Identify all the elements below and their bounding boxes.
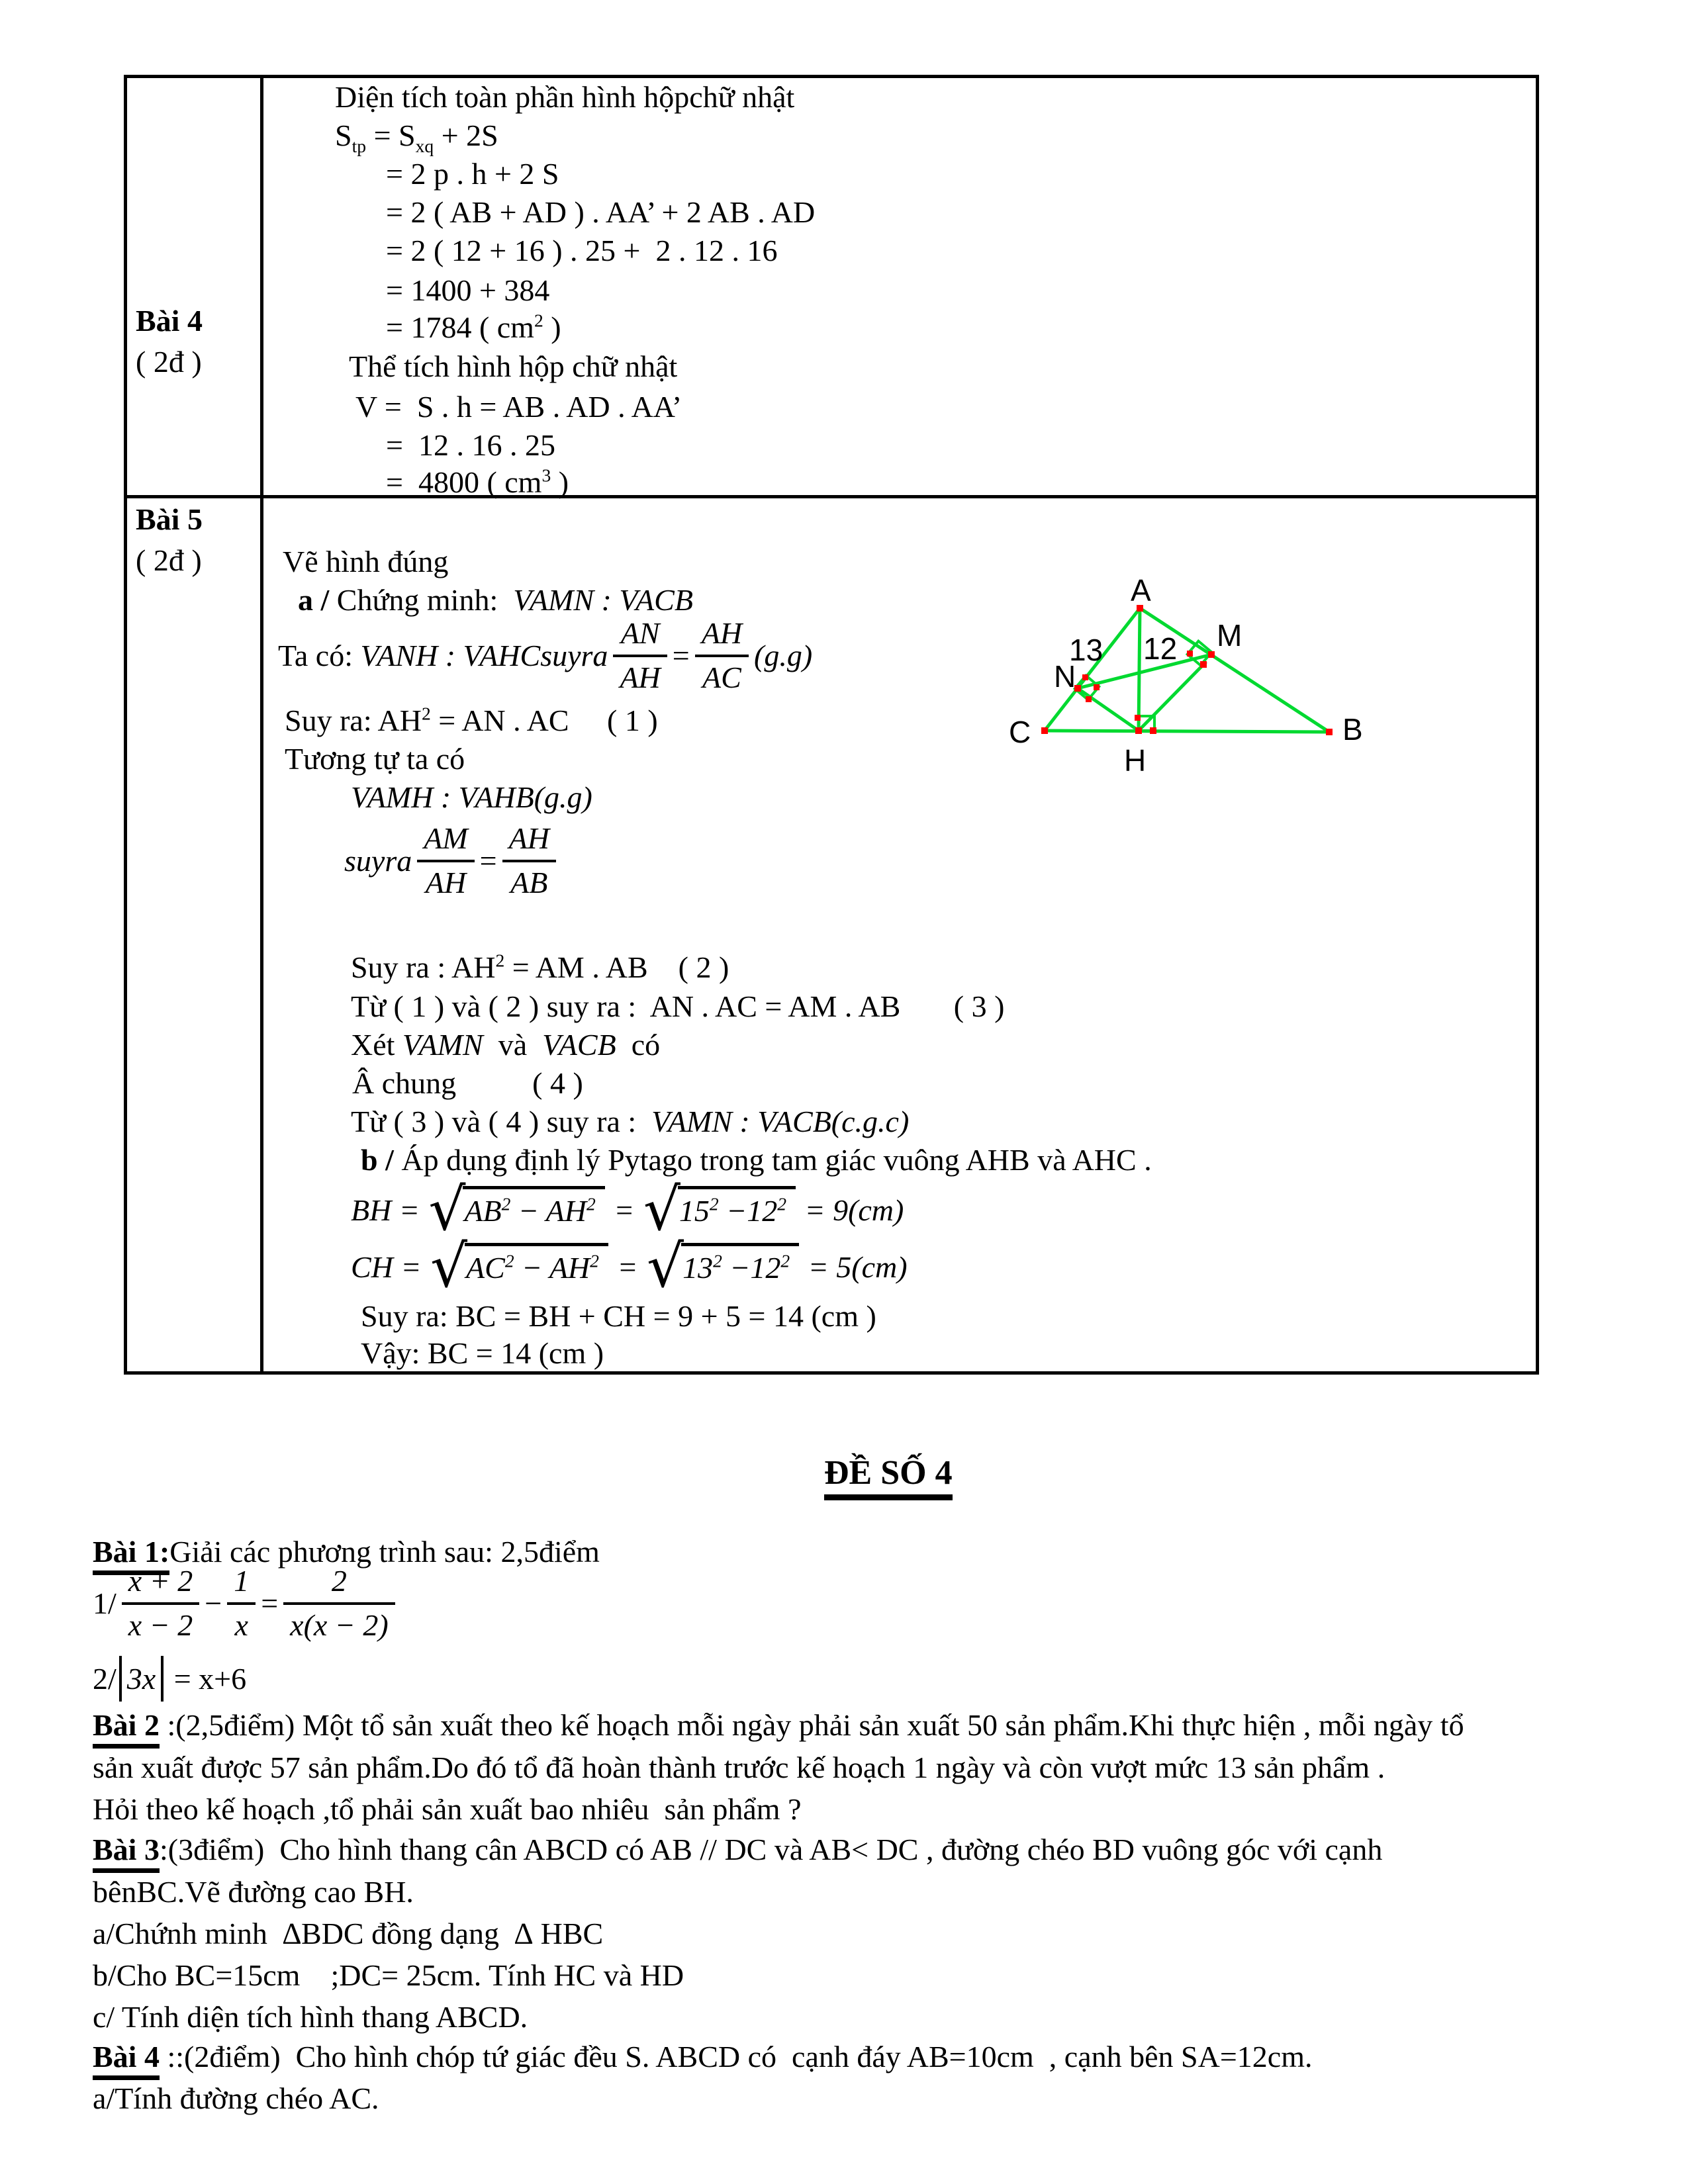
- vertex-label-a: A: [1131, 573, 1151, 608]
- marker-m2: [1200, 661, 1207, 668]
- vertex-label-c: C: [1009, 715, 1031, 749]
- bai5-taco-line: Ta có: VANH : VAHCsuyra $\frac{AN}{AH}$ = $\frac{AH}{AC}$ (g.g): [278, 616, 813, 694]
- de4-bai2-line3: Hỏi theo kế hoạch ,tổ phải sản xuất bao nhiêu sản phẩm ?: [93, 1792, 802, 1826]
- bai5-suyra-frac-line: suyra $\frac{AM}{AH}$ = $\frac{AH}{AB}$: [344, 821, 561, 900]
- point-markers: [1041, 605, 1333, 735]
- marker-n2: [1082, 674, 1088, 680]
- de4-bai3-item-a: a/Chứnh minh ∆BDC đồng dạng ∆ HBC: [93, 1917, 604, 1950]
- section-title: ĐỀ SỐ 4: [824, 1453, 953, 1500]
- length-label-12: 12: [1143, 631, 1178, 666]
- sqrt-icon: √: [646, 1232, 684, 1300]
- triangle-figure: [1000, 563, 1370, 781]
- bai5-row-points: ( 2đ ): [136, 543, 202, 577]
- de4-bai1-line: Bài 1:Giải các phương trình sau: 2,5điểm: [93, 1534, 600, 1575]
- radical-15-12: √ $15^2 -12^2$: [643, 1186, 796, 1234]
- fraction-x2-xm2: $\frac{x + 2}{x - 2}$: [122, 1563, 199, 1643]
- bai5-ve-hinh: Vẽ hình đúng: [283, 545, 449, 578]
- de4-bai3-item-b: b/Cho BC=15cm ;DC= 25cm. Tính HC và HD: [93, 1958, 684, 1992]
- fraction-ah-ac: $\frac{AH}{AC}$: [695, 615, 749, 695]
- bai4-line-4: = 2 ( AB + AD ) . AA’ + 2 AB . AD: [386, 195, 816, 229]
- bai5-vay-bc: Vậy: BC = 14 (cm ): [361, 1336, 604, 1370]
- marker-h2: [1150, 727, 1156, 734]
- segment-hn: [1078, 688, 1139, 731]
- radical-ac2-ah2: √ $AC^2 - AH^2$: [430, 1243, 608, 1291]
- fraction-2-xxm2: $\frac{2}{x(x - 2)}$: [283, 1563, 395, 1643]
- de4-bai4-line1: Bài 4 ::(2điểm) Cho hình chóp tứ giác đều S. ABCD có cạnh đáy AB=10cm , cạnh bên SA=12cm.: [93, 2039, 1312, 2080]
- marker-m: [1208, 651, 1215, 658]
- bai5-tuongtu: Tương tự ta có: [285, 742, 465, 776]
- radical-ab2-ah2: √ $AB^2 - AH^2$: [428, 1186, 604, 1234]
- marker-h3: [1135, 715, 1141, 721]
- side-cb: [1045, 731, 1329, 732]
- bai5-xet: Xét VAMN và VACB có: [351, 1028, 661, 1062]
- bai5-vamh: VAMH : VAHB(g.g): [351, 780, 592, 814]
- segment-hm: [1139, 662, 1206, 731]
- bai5-a-chung: Â chung ( 4 ): [352, 1066, 583, 1100]
- marker-m3: [1187, 651, 1193, 657]
- marker-n4: [1086, 696, 1092, 702]
- table-row-divider: [127, 495, 1536, 498]
- de4-bai2-line2: sản xuất được 57 sản phẩm.Do đó tổ đã hoàn thành trước kế hoạch 1 ngày và còn vượt mức 13 sản phẩm .: [93, 1751, 1385, 1784]
- vertex-label-h: H: [1124, 743, 1147, 778]
- absolute-value-3x: 3x: [119, 1656, 164, 1702]
- bai4-line-2: $S_{tp} = S_{xq} + 2S$: [335, 118, 498, 157]
- altitude-ah: [1139, 608, 1140, 731]
- de4-eq2-line: 2/ 3x = x+6: [93, 1656, 246, 1702]
- length-label-13: 13: [1069, 633, 1103, 667]
- bai5-part-a: a / Chứng minh: VAMN : VACB: [298, 583, 693, 617]
- bai4-line-9: V = S . h = AB . AD . AA’: [355, 390, 682, 424]
- bai5-part-b: b / Áp dụng định lý Pytago trong tam giác vuông AHB và AHC .: [361, 1143, 1152, 1177]
- fraction-am-ah: $\frac{AM}{AH}$: [417, 821, 474, 900]
- sqrt-icon: √: [428, 1175, 466, 1244]
- vertex-label-m: M: [1217, 618, 1243, 653]
- bai4-line-6: = 1400 + 384: [386, 273, 550, 307]
- bai5-suyra-1: Suy ra: $AH^2$ = AN . AC ( 1 ): [285, 703, 658, 737]
- de4-bai2-line1: Bài 2 :(2,5điểm) Một tổ sản xuất theo kế hoạch mỗi ngày phải sản xuất 50 sản phẩm.Khi thực hiện , mỗi ngày tổ: [93, 1707, 1464, 1749]
- fraction-ah-ab: $\frac{AH}{AB}$: [502, 821, 556, 900]
- bai4-row-label: Bài 4: [136, 304, 203, 338]
- bai4-line-5: = 2 ( 12 + 16 ) . 25 + 2 . 12 . 16: [386, 234, 778, 267]
- vertex-label-n: N: [1054, 659, 1076, 694]
- marker-c: [1041, 727, 1048, 734]
- superscript-2: 2: [534, 310, 543, 331]
- de4-bai3-line1: Bài 3:(3điểm) Cho hình thang cân ABCD có AB // DC và AB< DC , đường chéo BD vuông góc với cạnh: [93, 1832, 1382, 1873]
- bai5-suyra-2: Suy ra : $AH^2$ = AM . AB ( 2 ): [351, 950, 729, 984]
- subscript-tp: tp: [352, 136, 367, 157]
- bai4-line-8: Thể tích hình hộp chữ nhật: [349, 349, 678, 383]
- bai4-line-1: Diện tích toàn phần hình hộpchữ nhật: [335, 80, 795, 114]
- sqrt-icon: √: [430, 1232, 468, 1300]
- de4-eq1-line: 1/ $\frac{x + 2}{x - 2}$ − $\frac{1}{x}$ = $\frac{2}{x(x - 2)}$: [93, 1563, 400, 1643]
- bai4-row-points: ( 2đ ): [136, 345, 202, 379]
- bai5-ch-line: CH = √ $AC^2 - AH^2$ = √ $13^2 -12^2$ = 5( cm ): [351, 1232, 908, 1300]
- de4-bai3-item-c: c/ Tính diện tích hình thang ABCD.: [93, 2000, 528, 2034]
- vertex-label-b: B: [1342, 712, 1363, 747]
- sqrt-icon: √: [643, 1175, 680, 1244]
- de4-bai4-line2: a/Tính đường chéo AC.: [93, 2081, 379, 2115]
- bai4-line-7: = 1784 ( $cm^2$ ): [386, 310, 561, 344]
- marker-h: [1135, 727, 1142, 734]
- fraction-an-ah: $\frac{AN}{AH}$: [613, 615, 667, 695]
- bai5-tu-3-4: Từ ( 3 ) và ( 4 ) suy ra : VAMN : VACB(c.g.c): [351, 1105, 910, 1138]
- table-column-divider: [260, 78, 263, 1371]
- bai4-line-11: = 4800 ( $cm^3$ ): [386, 465, 569, 499]
- bai4-line-10: = 12 . 16 . 25: [386, 428, 555, 462]
- bai5-bh-line: BH = √ $AB^2 - AH^2$ = √ $15^2 -12^2$ = 9( cm ): [351, 1175, 904, 1244]
- subscript-xq: xq: [415, 136, 434, 157]
- bai5-row-label: Bài 5: [136, 502, 203, 536]
- superscript-3: 3: [541, 465, 551, 486]
- bai5-tu-1-2: Từ ( 1 ) và ( 2 ) suy ra : AN . AC = AM . AB ( 3 ): [351, 989, 1005, 1023]
- radical-13-12: √ $13^2 -12^2$: [647, 1243, 799, 1291]
- bai5-suyra-bc: Suy ra: BC = BH + CH = 9 + 5 = 14 (cm ): [361, 1299, 876, 1333]
- marker-b: [1326, 729, 1333, 735]
- marker-n3: [1094, 684, 1100, 690]
- bai4-line-3: = 2 p . h + 2 S: [386, 157, 559, 191]
- de4-bai3-line2: bênBC.Vẽ đường cao BH.: [93, 1875, 414, 1909]
- fraction-1-x: $\frac{1}{x}$: [227, 1563, 256, 1643]
